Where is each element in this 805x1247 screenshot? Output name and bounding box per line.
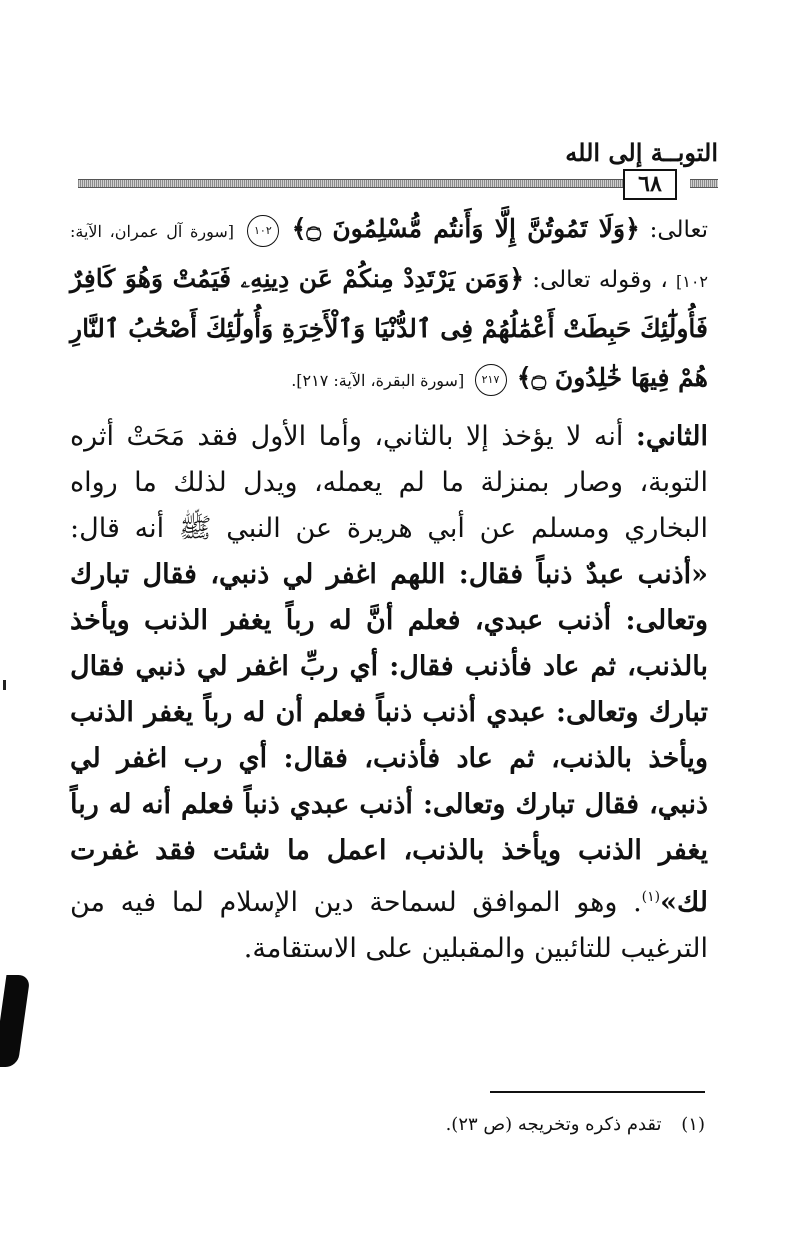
ayah-text-1: ﴿وَلَا تَمُوتُنَّ إِلَّا وَأَنتُم مُّسْلِمُونَ ۝﴾	[291, 214, 640, 243]
footnote-text: تقدم ذكره وتخريجه (ص ٢٣).	[445, 1114, 662, 1135]
ayah-text-2: ﴿وَمَن يَرْتَدِدْ مِنكُمْ عَن دِينِهِۦ فَيَمُتْ وَهُوَ كَافِرٌ فَأُولَٰٓئِكَ حَبِطَتْ أَعْمَٰلُهُمْ فِى ٱلدُّنْيَا وَٱلْأَخِرَةِ وَأُولَٰٓئِكَ أَصْحَٰبُ ٱلنَّارِ هُمْ فِيهَا خَٰلِدُونَ ۝﴾	[70, 264, 708, 392]
page-header	[78, 132, 718, 202]
quote-intro: تعالى:	[649, 217, 709, 243]
paragraph-text-1: أنه لا يؤخذ إلا بالثاني، وأما الأول فقد مَحَتْ أثره التوبة، وصار بمنزلة ما لم يعمله، ويدل لذلك ما رواه البخاري ومسلم عن أبي هريرة عن النبي ﷺ أنه قال:	[70, 421, 708, 544]
footnote-number: (١)	[681, 1114, 705, 1135]
quote-connector: ، وقوله تعالى:	[532, 267, 668, 293]
scan-artifact-dot	[3, 680, 6, 690]
page-body	[70, 205, 708, 972]
footnote-separator	[490, 1091, 705, 1093]
page-number: ٦٨	[623, 169, 677, 200]
footnote	[100, 1114, 705, 1135]
surah-reference-2: [سورة البقرة، الآية: ٢١٧].	[291, 371, 465, 390]
ayah-number-1: ١٠٢	[247, 215, 279, 247]
header-rule	[78, 179, 626, 188]
hadith-text: «أذنب عبدٌ ذنباً فقال: اللهم اغفر لي ذنبي، فقال تبارك وتعالى: أذنب عبدي، فعلم أنَّ له رباً يغفر الذنب ويأخذ بالذنب، ثم عاد فأذنب فقال: أي ربِّ اغفر لي ذنبي فقال تبارك وتعالى: عبدي أذنب ذنباً فعلم أن له رباً يغفر الذنب ويأخذ بالذنب، ثم عاد فأذنب، فقال: أي رب اغفر لي ذنبي، فقال تبارك وتعالى: أذنب عبدي ذنباً فعلم أنه له رباً يغفر الذنب ويأخذ بالذنب، اعمل ما شئت فقد غفرت لك»	[70, 559, 708, 918]
quran-quote-block	[70, 205, 708, 404]
footnote-reference[interactable]: (١)	[641, 889, 661, 905]
paragraph-text-2: . وهو الموافق لسماحة دين الإسلام لما فيه من الترغيب للتائبين والمقبلين على الاستقامة.	[70, 887, 708, 964]
paragraph-lead: الثاني:	[635, 421, 708, 452]
running-title: التوبــة إلى الله	[565, 138, 718, 167]
header-rule-end	[690, 179, 718, 188]
surah-reference-1: [سورة آل عمران، الآية: ١٠٢]	[70, 222, 708, 291]
scan-artifact-edge	[0, 975, 30, 1067]
main-paragraph	[70, 414, 708, 972]
ayah-number-2: ٢١٧	[475, 364, 507, 396]
